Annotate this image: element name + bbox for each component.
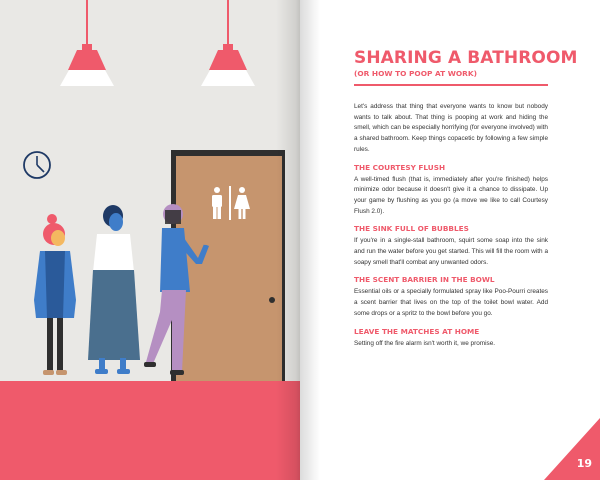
article [354,48,578,349]
spine-shadow [276,0,300,480]
section-leave-matches [354,327,548,350]
section-heading: THE COURTESY FLUSH [354,162,446,172]
section-scent-barrier [354,275,548,319]
title-divider [354,84,548,86]
section-heading: THE SINK FULL OF BUBBLES [354,224,469,234]
section-heading: THE SCENT BARRIER IN THE BOWL [354,275,495,285]
section-body: If you're in a single-stall bathroom, squirt some soap into the sink and run the water before you get started. This will fill the room with a soapy smell that'll combat any unwanted odors. [354,237,548,266]
section-heading: LEAVE THE MATCHES AT HOME [354,326,480,336]
ceiling-lamp-left [60,0,114,86]
section-body: Setting off the fire alarm isn't worth it, we promise. [354,339,496,347]
page-title: SHARING A BATHROOM [354,48,578,68]
page-number: 19 [576,457,592,470]
wall-clock-icon [24,152,50,178]
page-subtitle: (OR HOW TO POOP AT WORK) [354,69,477,78]
gutter-shadow [300,0,320,480]
ceiling-lamp-right [201,0,255,86]
section-body: Essential oils or a specially formulated spray like Poo-Pourri creates a scent barrier that lives on the top of the toilet bowl water. Add some drops or a spritz to the bowl before you go. [354,288,548,317]
page-corner-triangle [544,418,600,480]
intro-paragraph: Let's address that thing that everyone wants to know but nobody wants to talk about. That thing is pooping at work and hiding the smell, which can be especially horrifying (for everyone involved) with a shared bathroom. Keep things copacetic by following a few simple rules. [354,103,548,153]
person-red-hair [34,214,76,375]
section-body: A well-timed flush (that is, immediately after you're finished) helps minimize odor because it doesn't give it a chance to dissipate. Up your game by flushing as you go (a move we like to call Courtesy Flush 2.0). [354,175,548,215]
sign-divider [229,186,231,220]
text-page [300,0,600,480]
bathroom-door [171,150,285,381]
section-courtesy-flush [354,163,548,218]
section-sink-bubbles [354,224,548,268]
door-knob [269,297,275,303]
person-blue-hair [88,205,140,374]
